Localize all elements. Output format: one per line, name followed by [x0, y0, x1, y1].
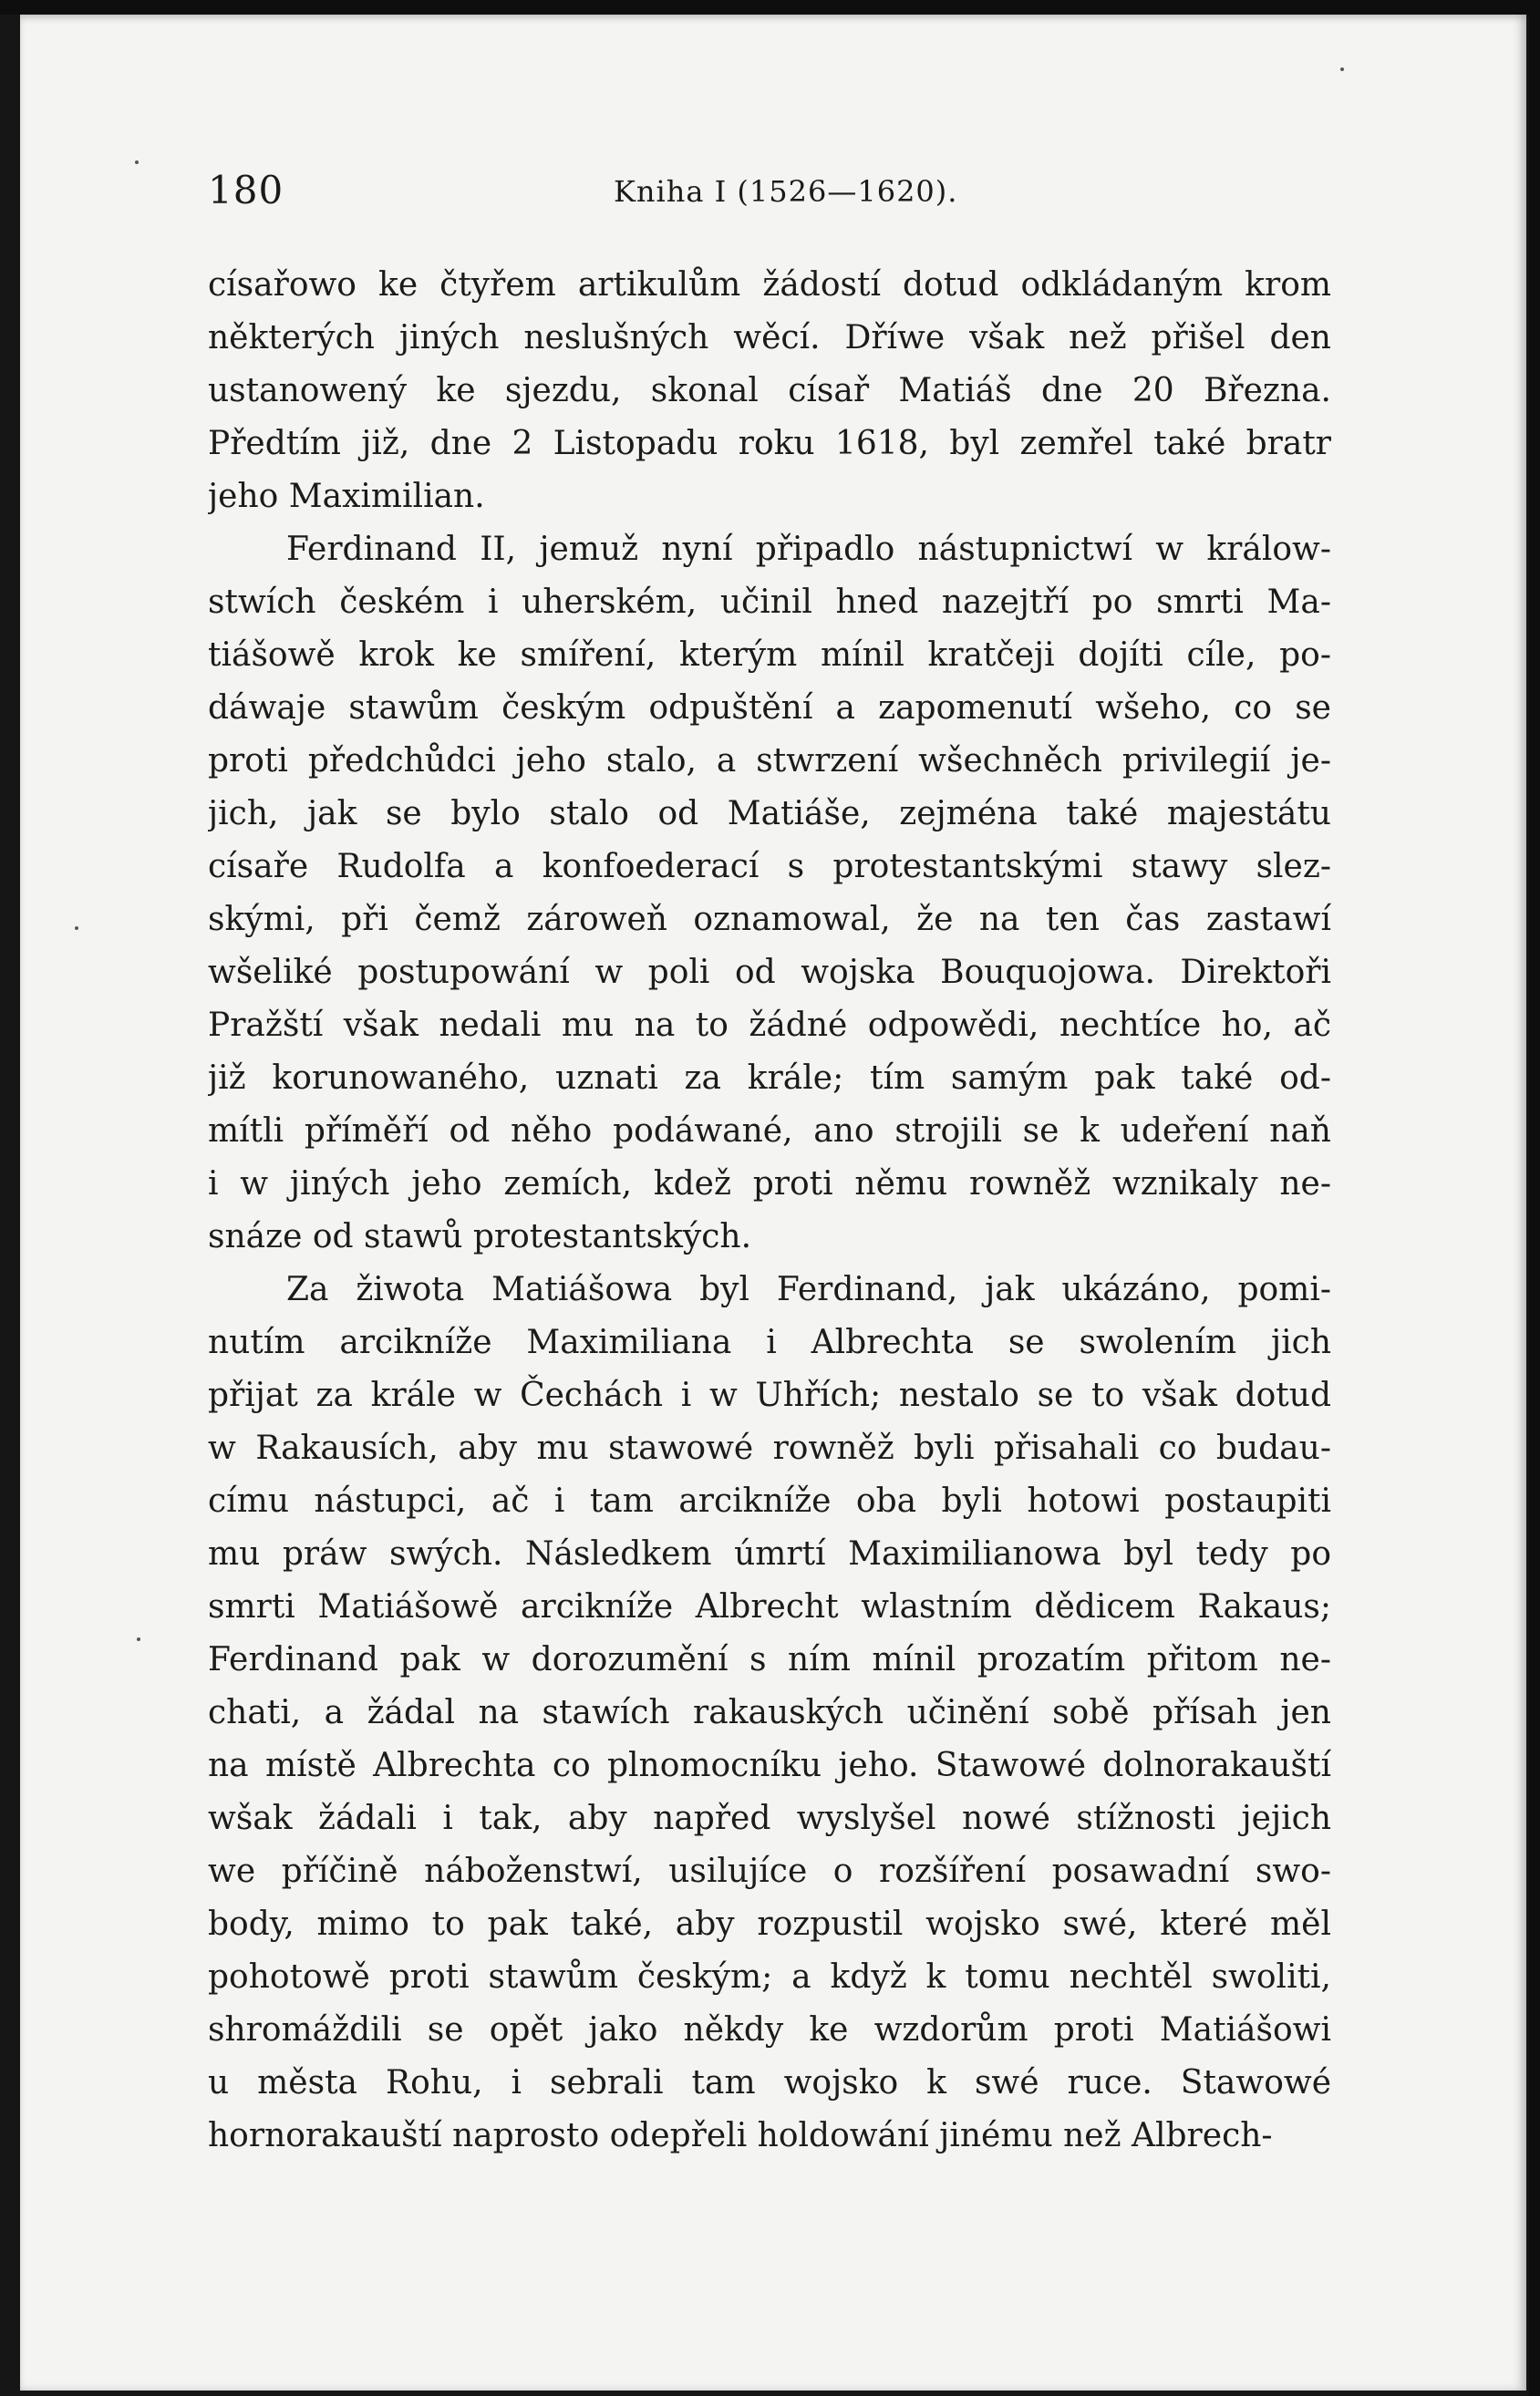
text-line: hornorakauští naprosto odepřeli holdowání jinému než Albrech-	[208, 2117, 1273, 2154]
paragraph	[208, 1264, 1331, 2163]
text-line: císaře Rudolfa a konfoederací s protestantskými stawy slez-	[208, 848, 1331, 885]
text-line: mu práw swých. Následkem úmrtí Maximilianowa byl tedy po	[208, 1535, 1331, 1573]
text-line: přijat za krále w Čechách i w Uhřích; nestalo se to však dotud	[208, 1377, 1331, 1414]
text-line: proti předchůdci jeho stalo, a stwrzení wšechněch privilegií je-	[208, 742, 1331, 780]
text-line: skými, při čemž zároweň oznamowal, že na ten čas zastawí	[208, 901, 1331, 938]
paper-speck	[1340, 67, 1344, 71]
text-line: pohotowě proti stawům českým; a když k tomu nechtěl swoliti,	[208, 1958, 1331, 1996]
text-line: jich, jak se bylo stalo od Matiáše, zejména také majestátu	[208, 795, 1331, 832]
text-line: na místě Albrechta co plnomocníku jeho. Stawowé dolnorakauští	[208, 1747, 1331, 1784]
text-line: dáwaje stawům českým odpuštění a zapomenutí wšeho, co se	[208, 689, 1331, 727]
text-line: wšeliké postupowání w poli od wojska Bouquojowa. Direktoři	[208, 954, 1331, 991]
text-line: mítli příměří od něho podáwané, ano strojili se k udeření naň	[208, 1112, 1331, 1150]
text-line: i w jiných jeho zemích, kdež proti němu rowněž wznikaly ne-	[208, 1165, 1331, 1203]
text-line: Předtím již, dne 2 Listopadu roku 1618, byl zemřel také bratr	[208, 425, 1331, 462]
text-line: smrti Matiášowě arcikníže Albrecht wlastním dědicem Rakaus;	[208, 1588, 1331, 1626]
scan-edge-top	[0, 0, 1540, 15]
text-line: Ferdinand pak w dorozumění s ním mínil prozatím přitom ne-	[208, 1641, 1331, 1678]
text-line: nutím arcikníže Maximiliana i Albrechta se swolením jich	[208, 1324, 1331, 1361]
text-line: u města Rohu, i sebrali tam wojsko k swé ruce. Stawowé	[208, 2064, 1331, 2102]
text-line: body, mimo to pak také, aby rozpustil wojsko swé, které měl	[208, 1905, 1331, 1943]
scan-edge-right	[1529, 0, 1540, 2396]
text-line: w Rakausích, aby mu stawowé rowněž byli přisahali co budau-	[208, 1430, 1331, 1467]
body-text	[208, 259, 1331, 2163]
text-line: jeho Maximilian.	[208, 478, 485, 515]
paper-speck	[137, 1637, 140, 1641]
text-line: wšak žádali i tak, aby napřed wyslyšel nowé stížnosti jejich	[208, 1800, 1331, 1837]
page-header	[208, 160, 1329, 224]
page-number: 180	[208, 168, 284, 212]
text-line: címu nástupci, ač i tam arcikníže oba byli hotowi postaupiti	[208, 1482, 1331, 1520]
text-line: Pražští však nedali mu na to žádné odpowědi, nechtíce ho, ač	[208, 1007, 1331, 1044]
text-line: Za žiwota Matiášowa byl Ferdinand, jak ukázáno, pomi-	[286, 1271, 1331, 1308]
text-line: chati, a žádal na stawích rakauských učinění sobě přísah jen	[208, 1694, 1331, 1731]
text-line: shromáždili se opět jako někdy ke wzdorům proti Matiášowi	[208, 2011, 1331, 2049]
text-line: tiášowě krok ke smíření, kterým mínil kratčeji dojíti cíle, po-	[208, 636, 1331, 674]
text-line: císařowo ke čtyřem artikulům žádostí dotud odkládaným krom	[208, 266, 1331, 304]
text-line: snáze od stawů protestantských.	[208, 1218, 752, 1255]
text-line: stwích českém i uherském, učinil hned nazejtří po smrti Ma-	[208, 584, 1331, 621]
text-line: we příčině náboženstwí, usilujíce o rozšíření posawadní swo-	[208, 1853, 1331, 1890]
paper-speck	[135, 160, 139, 164]
running-head: Kniha I (1526—1620).	[614, 174, 958, 209]
paper-speck	[75, 926, 78, 930]
text-line: některých jiných neslušných wěcí. Dříwe však než přišel den	[208, 319, 1331, 356]
paragraph	[208, 259, 1331, 523]
paragraph	[208, 523, 1331, 1264]
text-line: Ferdinand II, jemuž nyní připadlo nástupnictwí w králow-	[286, 531, 1331, 568]
text-line: již korunowaného, uznati za krále; tím samým pak také od-	[208, 1059, 1331, 1097]
text-line: ustanowený ke sjezdu, skonal císař Matiáš dne 20 Března.	[208, 372, 1331, 409]
